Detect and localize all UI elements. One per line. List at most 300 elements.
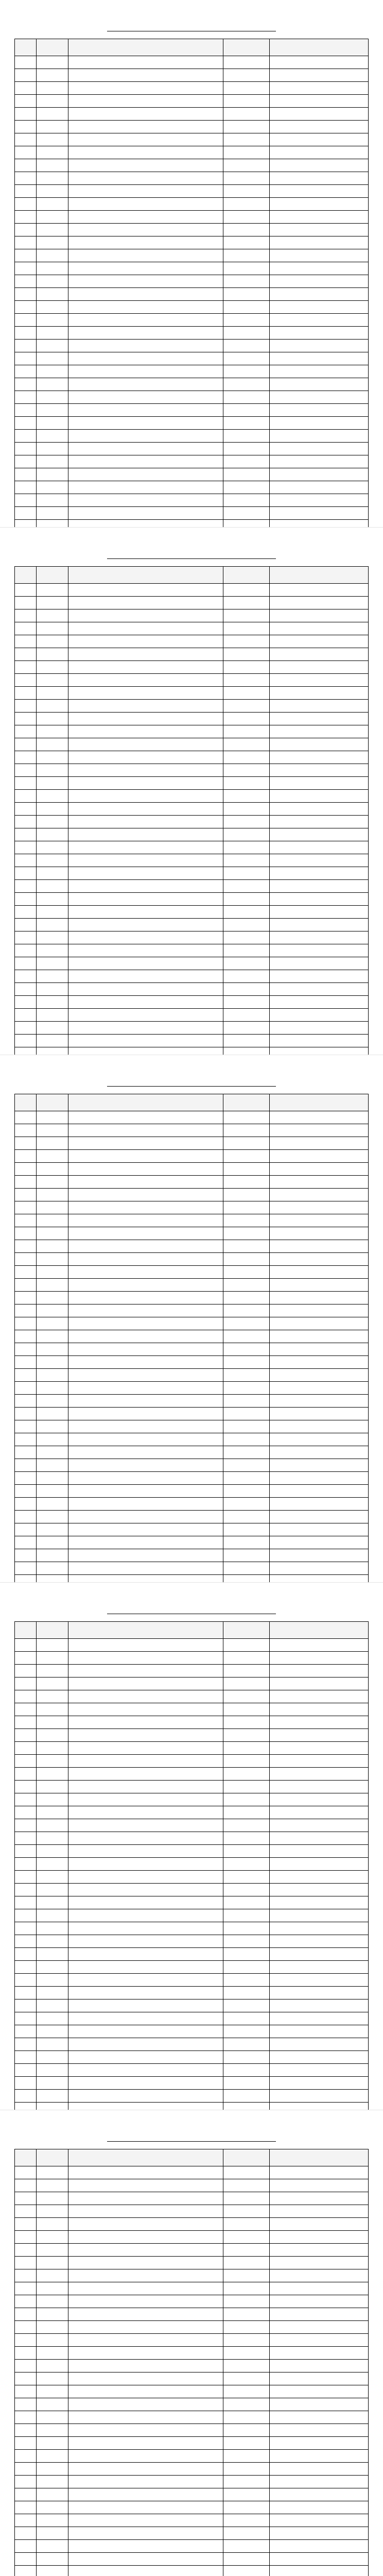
table-cell	[223, 2218, 270, 2231]
table-row	[15, 224, 369, 236]
table-cell	[68, 2025, 223, 2038]
table-cell	[36, 1163, 68, 1176]
table-row	[15, 430, 369, 443]
table-cell	[68, 764, 223, 777]
table-cell	[270, 121, 369, 133]
table-row	[15, 1356, 369, 1369]
page-heading	[107, 1600, 276, 1614]
table-cell	[15, 2566, 37, 2576]
table-cell	[36, 39, 68, 56]
table-row	[15, 983, 369, 996]
table-cell	[223, 1871, 270, 1884]
table-row	[15, 1793, 369, 1806]
table-cell	[36, 1742, 68, 1755]
table-cell	[68, 1408, 223, 1420]
table-cell	[36, 970, 68, 983]
table-cell	[270, 2166, 369, 2179]
table-cell	[15, 1094, 37, 1111]
table-cell	[36, 1523, 68, 1536]
table-cell	[68, 133, 223, 146]
table-row	[15, 1304, 369, 1317]
table-row	[15, 2269, 369, 2282]
table-cell	[68, 2090, 223, 2103]
table-cell	[223, 2192, 270, 2205]
table-row	[15, 262, 369, 275]
table-cell	[68, 1755, 223, 1768]
table-cell	[15, 275, 37, 288]
table-cell	[15, 1035, 37, 1047]
table-cell	[15, 1974, 37, 1987]
table-cell	[223, 1176, 270, 1189]
table-cell	[36, 2205, 68, 2218]
table-row	[15, 1806, 369, 1819]
table-cell	[36, 327, 68, 340]
table-cell	[223, 1304, 270, 1317]
table-cell	[68, 2179, 223, 2192]
table-row	[15, 391, 369, 404]
table-cell	[68, 674, 223, 687]
table-cell	[36, 2360, 68, 2372]
table-cell	[68, 790, 223, 803]
table-row	[15, 1176, 369, 1189]
table-cell	[15, 1446, 37, 1459]
table-cell	[270, 1562, 369, 1575]
table-cell	[68, 2360, 223, 2372]
table-row	[15, 378, 369, 391]
table-cell	[223, 468, 270, 481]
table-row	[15, 2218, 369, 2231]
table-cell	[15, 455, 37, 468]
table-cell	[68, 39, 223, 56]
table-row	[15, 2501, 369, 2514]
table-cell	[270, 751, 369, 764]
table-cell	[68, 2476, 223, 2488]
table-cell	[15, 2385, 37, 2398]
table-cell	[223, 2308, 270, 2321]
table-header-row	[15, 39, 369, 56]
table-cell	[15, 494, 37, 507]
table-cell	[15, 2334, 37, 2347]
table-cell	[15, 146, 37, 159]
table-cell	[15, 880, 37, 893]
table-row	[15, 2025, 369, 2038]
page-heading	[107, 1073, 276, 1087]
table-cell	[68, 494, 223, 507]
table-row	[15, 2012, 369, 2025]
table-cell	[270, 880, 369, 893]
table-row	[15, 2064, 369, 2077]
table-cell	[270, 1652, 369, 1665]
table-cell	[15, 1201, 37, 1214]
table-cell	[223, 1356, 270, 1369]
table-cell	[223, 1511, 270, 1523]
table-cell	[68, 2463, 223, 2476]
table-cell	[15, 1227, 37, 1240]
table-cell	[223, 1652, 270, 1665]
table-cell	[270, 1124, 369, 1137]
table-cell	[36, 854, 68, 867]
table-cell	[15, 1279, 37, 1292]
table-cell	[223, 1832, 270, 1845]
table-cell	[270, 314, 369, 327]
table-cell	[223, 327, 270, 340]
table-cell	[15, 2476, 37, 2488]
table-cell	[36, 2103, 68, 2111]
table-cell	[223, 507, 270, 520]
table-cell	[68, 931, 223, 944]
table-cell	[36, 133, 68, 146]
table-row	[15, 970, 369, 983]
table-cell	[223, 1124, 270, 1137]
table-cell	[68, 1459, 223, 1472]
table-cell	[68, 880, 223, 893]
table-cell	[223, 1253, 270, 1266]
table-cell	[223, 2038, 270, 2051]
table-cell	[36, 2450, 68, 2463]
table-cell	[223, 2012, 270, 2025]
table-cell	[36, 340, 68, 352]
table-cell	[36, 365, 68, 378]
table-cell	[68, 275, 223, 288]
table-row	[15, 1472, 369, 1485]
table-cell	[223, 1536, 270, 1549]
table-cell	[15, 893, 37, 906]
table-cell	[68, 854, 223, 867]
table-cell	[36, 1845, 68, 1858]
table-cell	[68, 1768, 223, 1781]
table-cell	[270, 996, 369, 1009]
table-cell	[68, 2205, 223, 2218]
table-cell	[270, 2463, 369, 2476]
page-heading	[107, 2128, 276, 2142]
table-cell	[270, 1832, 369, 1845]
table-cell	[36, 1292, 68, 1304]
table-cell	[270, 2051, 369, 2064]
table-cell	[270, 1150, 369, 1163]
table-cell	[15, 854, 37, 867]
table-cell	[270, 430, 369, 443]
table-row	[15, 1022, 369, 1035]
table-cell	[223, 1240, 270, 1253]
table-cell	[36, 1124, 68, 1137]
table-cell	[270, 2025, 369, 2038]
table-row	[15, 468, 369, 481]
table-row	[15, 1935, 369, 1948]
table-row	[15, 352, 369, 365]
table-cell	[223, 597, 270, 609]
table-cell	[15, 2321, 37, 2334]
table-cell	[68, 687, 223, 700]
table-cell	[223, 919, 270, 931]
table-cell	[68, 365, 223, 378]
table-cell	[68, 301, 223, 314]
table-cell	[223, 828, 270, 841]
table-cell	[270, 2038, 369, 2051]
table-cell	[223, 2527, 270, 2540]
table-cell	[15, 262, 37, 275]
table-cell	[68, 1562, 223, 1575]
table-cell	[36, 687, 68, 700]
table-cell	[223, 790, 270, 803]
table-cell	[223, 1948, 270, 1961]
table-cell	[36, 1498, 68, 1511]
table-cell	[223, 1420, 270, 1433]
table-cell	[15, 2424, 37, 2437]
table-cell	[68, 2514, 223, 2527]
table-cell	[36, 56, 68, 69]
table-cell	[68, 352, 223, 365]
table-cell	[36, 1652, 68, 1665]
table-cell	[223, 661, 270, 674]
table-cell	[68, 1536, 223, 1549]
table-cell	[36, 520, 68, 528]
table-row	[15, 1382, 369, 1395]
table-cell	[270, 301, 369, 314]
table-cell	[223, 2179, 270, 2192]
table-cell	[223, 1472, 270, 1485]
table-cell	[270, 2149, 369, 2166]
table-row	[15, 198, 369, 211]
table-row	[15, 2476, 369, 2488]
table-cell	[68, 507, 223, 520]
table-cell	[270, 2308, 369, 2321]
table-cell	[36, 2424, 68, 2437]
table-cell	[68, 1999, 223, 2012]
table-cell	[36, 249, 68, 262]
table-row	[15, 2295, 369, 2308]
table-cell	[270, 1806, 369, 1819]
data-table	[14, 1094, 369, 1583]
table-cell	[68, 172, 223, 185]
table-row	[15, 1369, 369, 1382]
table-cell	[270, 2385, 369, 2398]
table-cell	[36, 1201, 68, 1214]
table-cell	[223, 2269, 270, 2282]
table-cell	[36, 1382, 68, 1395]
table-cell	[15, 1343, 37, 1356]
data-table	[14, 39, 369, 528]
table-cell	[270, 1974, 369, 1987]
table-cell	[223, 1227, 270, 1240]
table-cell	[15, 2090, 37, 2103]
table-cell	[68, 1652, 223, 1665]
table-row	[15, 880, 369, 893]
table-cell	[68, 2269, 223, 2282]
table-row	[15, 2244, 369, 2257]
table-cell	[36, 609, 68, 622]
table-row	[15, 1562, 369, 1575]
table-cell	[15, 2149, 37, 2166]
table-cell	[270, 2334, 369, 2347]
table-cell	[223, 1266, 270, 1279]
table-cell	[15, 2463, 37, 2476]
table-cell	[36, 507, 68, 520]
table-cell	[68, 2257, 223, 2269]
table-row	[15, 1716, 369, 1729]
data-table	[14, 1621, 369, 2110]
table-row	[15, 1227, 369, 1240]
table-cell	[223, 2064, 270, 2077]
table-row	[15, 1832, 369, 1845]
table-cell	[68, 1035, 223, 1047]
table-cell	[15, 2051, 37, 2064]
table-cell	[15, 121, 37, 133]
table-cell	[36, 725, 68, 738]
table-cell	[68, 2012, 223, 2025]
table-cell	[270, 108, 369, 121]
table-cell	[270, 2295, 369, 2308]
table-row	[15, 146, 369, 159]
table-cell	[36, 185, 68, 198]
table-cell	[68, 417, 223, 430]
table-row	[15, 1343, 369, 1356]
table-cell	[15, 1511, 37, 1523]
table-cell	[36, 1536, 68, 1549]
table-cell	[270, 327, 369, 340]
table-cell	[36, 443, 68, 455]
table-cell	[223, 82, 270, 95]
table-cell	[223, 481, 270, 494]
table-cell	[15, 1781, 37, 1793]
table-cell	[223, 1729, 270, 1742]
table-row	[15, 2334, 369, 2347]
table-cell	[68, 1227, 223, 1240]
table-row	[15, 2488, 369, 2501]
table-cell	[15, 2231, 37, 2244]
table-cell	[68, 2334, 223, 2347]
table-row	[15, 56, 369, 69]
table-cell	[68, 1858, 223, 1871]
table-row	[15, 1459, 369, 1472]
table-row	[15, 2450, 369, 2463]
table-row	[15, 236, 369, 249]
table-cell	[36, 584, 68, 597]
table-cell	[68, 1094, 223, 1111]
table-cell	[270, 597, 369, 609]
table-cell	[15, 2205, 37, 2218]
table-cell	[15, 2540, 37, 2553]
table-row	[15, 1845, 369, 1858]
table-cell	[68, 1420, 223, 1433]
table-cell	[15, 738, 37, 751]
table-cell	[68, 803, 223, 816]
table-cell	[36, 2064, 68, 2077]
table-cell	[270, 609, 369, 622]
table-cell	[68, 622, 223, 635]
table-cell	[270, 1935, 369, 1948]
table-cell	[36, 2385, 68, 2398]
table-cell	[270, 1845, 369, 1858]
table-cell	[270, 2527, 369, 2540]
table-cell	[270, 1755, 369, 1768]
table-cell	[36, 1022, 68, 1035]
table-row	[15, 211, 369, 224]
table-cell	[36, 635, 68, 648]
table-cell	[15, 1703, 37, 1716]
table-cell	[36, 1111, 68, 1124]
table-cell	[223, 2282, 270, 2295]
table-cell	[223, 1690, 270, 1703]
table-cell	[15, 211, 37, 224]
table-cell	[270, 2012, 369, 2025]
table-cell	[223, 983, 270, 996]
table-cell	[223, 378, 270, 391]
table-cell	[223, 443, 270, 455]
table-cell	[36, 597, 68, 609]
table-cell	[223, 301, 270, 314]
table-cell	[68, 2064, 223, 2077]
table-row	[15, 1961, 369, 1974]
table-cell	[223, 854, 270, 867]
table-cell	[36, 828, 68, 841]
table-cell	[68, 1317, 223, 1330]
table-cell	[270, 494, 369, 507]
table-cell	[15, 816, 37, 828]
table-cell	[36, 919, 68, 931]
table-cell	[15, 1845, 37, 1858]
table-cell	[223, 1703, 270, 1716]
table-cell	[270, 2450, 369, 2463]
table-cell	[223, 1485, 270, 1498]
table-cell	[36, 1871, 68, 1884]
table-cell	[15, 1382, 37, 1395]
table-cell	[68, 1935, 223, 1948]
table-cell	[270, 404, 369, 417]
table-cell	[36, 391, 68, 404]
table-cell	[68, 635, 223, 648]
table-cell	[270, 1094, 369, 1111]
table-cell	[36, 648, 68, 661]
table-cell	[68, 2295, 223, 2308]
table-row	[15, 2308, 369, 2321]
table-cell	[15, 687, 37, 700]
table-cell	[15, 751, 37, 764]
table-cell	[223, 2334, 270, 2347]
table-cell	[68, 2321, 223, 2334]
table-cell	[68, 2553, 223, 2566]
table-cell	[68, 1022, 223, 1035]
table-cell	[270, 1009, 369, 1022]
table-cell	[36, 674, 68, 687]
table-cell	[68, 2437, 223, 2450]
table-cell	[36, 2334, 68, 2347]
table-cell	[15, 1317, 37, 1330]
table-cell	[68, 159, 223, 172]
table-cell	[68, 1047, 223, 1056]
table-cell	[15, 2103, 37, 2111]
table-row	[15, 700, 369, 713]
table-cell	[223, 2372, 270, 2385]
table-cell	[15, 1961, 37, 1974]
table-row	[15, 1433, 369, 1446]
table-cell	[36, 2411, 68, 2424]
table-cell	[270, 983, 369, 996]
table-cell	[68, 1832, 223, 1845]
table-cell	[36, 1819, 68, 1832]
table-cell	[270, 1768, 369, 1781]
table-cell	[68, 1369, 223, 1382]
table-cell	[15, 2244, 37, 2257]
table-cell	[223, 1909, 270, 1922]
table-cell	[270, 1022, 369, 1035]
table-cell	[270, 1622, 369, 1639]
table-cell	[36, 713, 68, 725]
table-cell	[270, 2347, 369, 2360]
table-cell	[36, 1896, 68, 1909]
table-cell	[270, 2103, 369, 2111]
table-cell	[36, 2514, 68, 2527]
table-cell	[15, 1433, 37, 1446]
